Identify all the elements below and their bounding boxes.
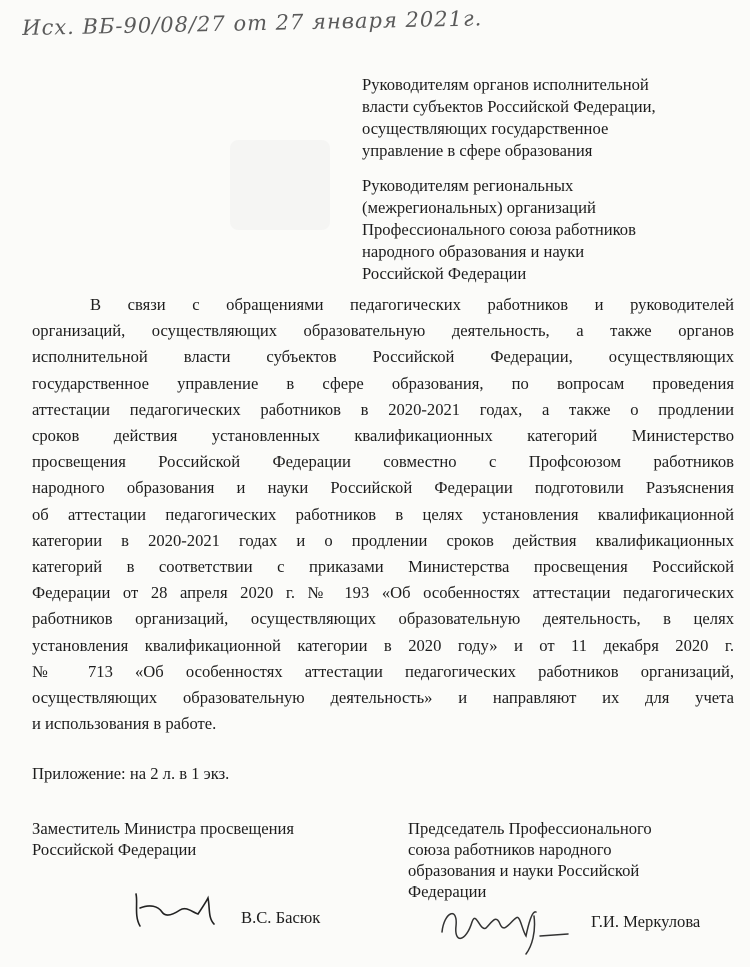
body-line: аттестации педагогических работников в 2020-2021 годах, а также о продлении (32, 399, 734, 419)
signatory-left-name: В.С. Басюк (241, 908, 321, 927)
scan-smudge (230, 140, 330, 230)
signature-right-handwritten (436, 892, 576, 962)
addressee-line: (межрегиональных) организаций (362, 198, 596, 217)
body-line: и использования в работе. (32, 714, 217, 734)
body-line: об аттестации педагогических работников в целях установления квалификационной (32, 504, 734, 524)
addressee-line: управление в сфере образования (362, 141, 593, 160)
body-line: № 713 «Об особенностях аттестации педагогических работников организаций, (32, 661, 734, 681)
signatory-title-line: союза работников народного (408, 840, 612, 859)
body-line: категорий в соответствии с приказами Министерства просвещения Российской (32, 557, 734, 577)
body-line: просвещения Российской Федерации совместно с Профсоюзом работников (32, 452, 734, 472)
attachment-note: Приложение: на 2 л. в 1 экз. (32, 764, 230, 783)
signatory-title-line: Председатель Профессионального (408, 819, 652, 838)
signatory-title-line: Федерации (408, 882, 487, 901)
body-line: Федерации от 28 апреля 2020 г. № 193 «Об особенностях аттестации педагогических (32, 583, 734, 603)
addressee-line: Руководителям региональных (362, 176, 574, 195)
addressee-line: Руководителям органов исполнительной (362, 75, 649, 94)
addressee-block-1 (362, 74, 742, 162)
body-line: исполнительной власти субъектов Российской Федерации, осуществляющих (32, 347, 734, 367)
signatory-title-line: Заместитель Министра просвещения (32, 819, 294, 838)
addressee-line: Российской Федерации (362, 264, 527, 283)
signatory-right-name: Г.И. Меркулова (591, 912, 701, 931)
signatory-right-title (408, 818, 652, 902)
addressee-block-2 (362, 175, 742, 285)
body-line: В связи с обращениями педагогических работников и руководителей (90, 295, 734, 314)
signature-left-handwritten (128, 878, 228, 938)
letter-body (32, 292, 734, 737)
outgoing-reference-number: Исх. ВБ-90/08/27 от 27 января 2021г. (22, 6, 483, 40)
addressee-line: осуществляющих государственное (362, 119, 609, 138)
body-line: работников организаций, осуществляющих образовательную деятельность, в целях (32, 609, 734, 629)
body-line: организаций, осуществляющих образовательную деятельность, а также органов (32, 321, 734, 341)
signatory-title-line: образования и науки Российской (408, 861, 640, 880)
signatory-title-line: Российской Федерации (32, 840, 197, 859)
addressee-line: власти субъектов Российской Федерации, (362, 97, 656, 116)
body-line: осуществляющих образовательную деятельность» и направляют их для учета (32, 688, 734, 708)
signatory-left-title (32, 818, 294, 860)
addressee-line: Профессионального союза работников (362, 220, 636, 239)
body-line: категории в 2020-2021 годах и о продлении сроков действия квалификационных (32, 530, 734, 550)
addressee-line: народного образования и науки (362, 242, 585, 261)
body-line: установления квалификационной категории в 2020 году» и от 11 декабря 2020 г. (32, 635, 734, 655)
body-line: государственное управление в сфере образования, по вопросам проведения (32, 373, 734, 393)
body-line: сроков действия установленных квалификационных категорий Министерство (32, 426, 734, 446)
body-line: народного образования и науки Российской Федерации подготовили Разъяснения (32, 478, 734, 498)
